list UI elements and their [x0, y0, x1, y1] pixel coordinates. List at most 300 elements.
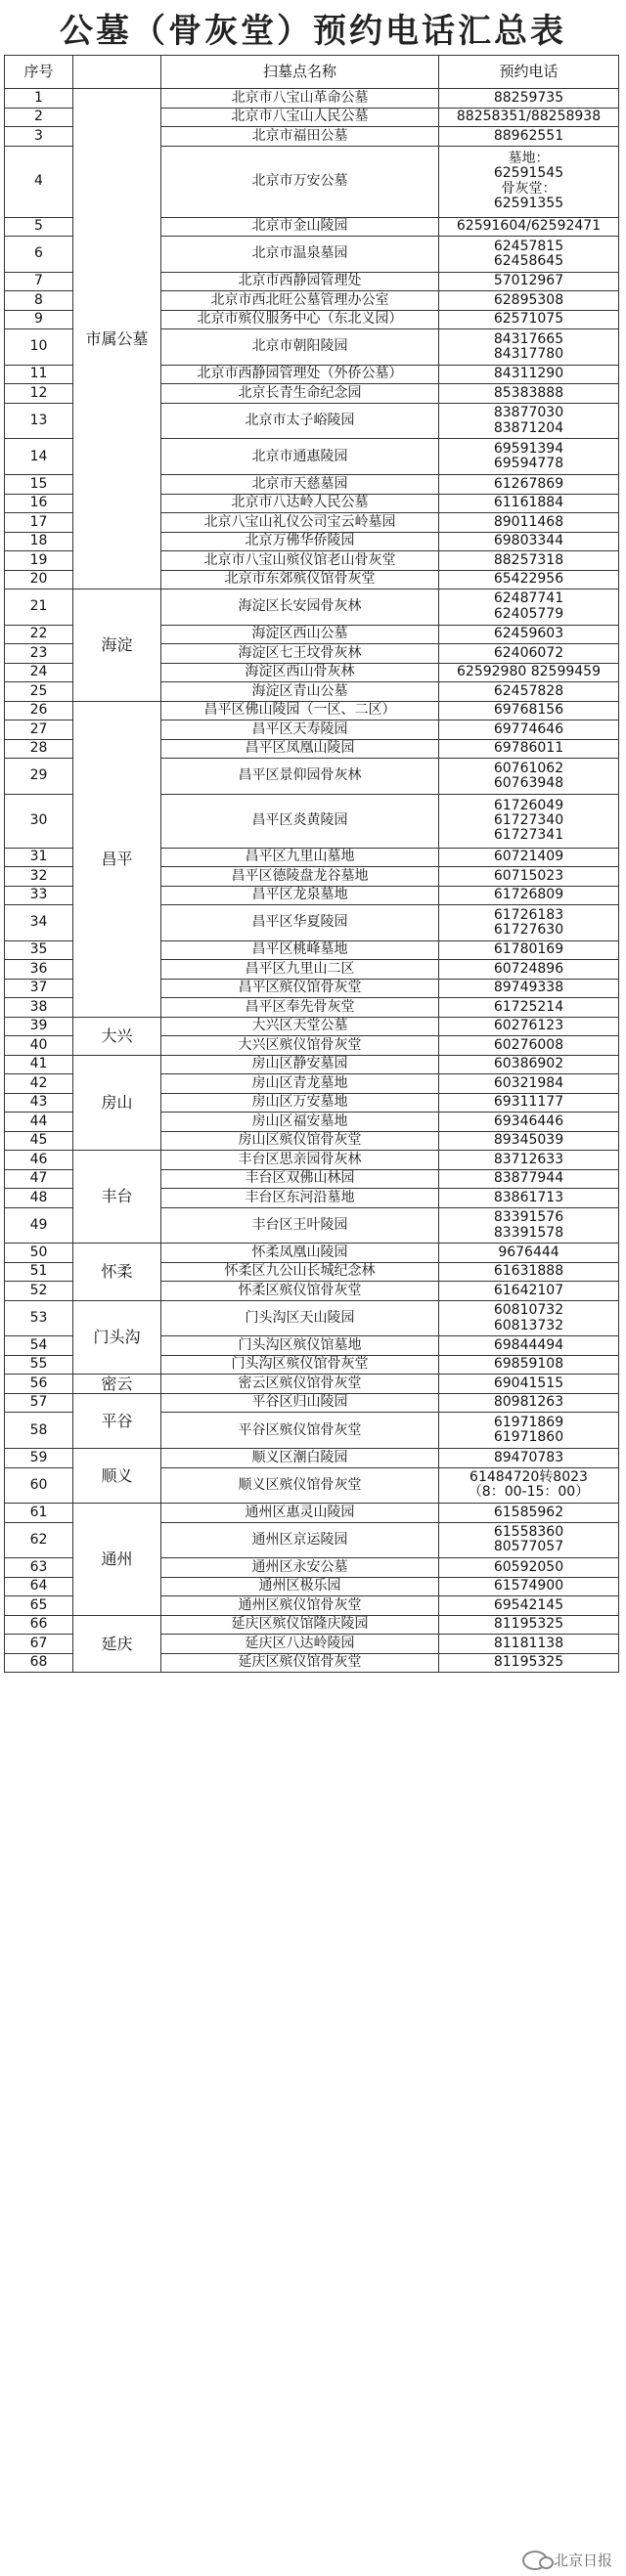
cemetery-name: 北京市东郊殡仪馆骨灰堂 [161, 570, 439, 589]
phone-number: 62591355 [493, 195, 564, 211]
phone-cell [439, 237, 619, 273]
row-number: 1 [5, 89, 73, 109]
cemetery-name: 昌平区桃峰墓地 [161, 940, 439, 960]
phone-number: 60592050 [493, 1558, 564, 1575]
phone-number: 墓地： [508, 150, 550, 166]
cemetery-name: 北京市万安公墓 [161, 146, 439, 217]
cemetery-name: 房山区殡仪馆骨灰堂 [161, 1131, 439, 1151]
cemetery-name: 昌平区奉先骨灰堂 [161, 998, 439, 1018]
phone-number: 60761062 [493, 760, 564, 776]
district-label: 延庆 [73, 1615, 161, 1673]
cemetery-name: 海淀区青山公墓 [161, 682, 439, 702]
cemetery-name: 昌平区炎黄陵园 [161, 794, 439, 848]
cemetery-name: 北京市八宝山人民公墓 [161, 108, 439, 127]
cemetery-name: 北京市福田公墓 [161, 127, 439, 147]
phone-number: 88962551 [493, 127, 564, 144]
cemetery-name: 北京市朝阳陵园 [161, 329, 439, 366]
row-number: 18 [5, 532, 73, 551]
phone-number: 骨灰堂： [501, 180, 557, 196]
phone-cell [439, 365, 619, 384]
phone-cell [439, 720, 619, 740]
phone-number: 60721409 [493, 849, 564, 865]
cemetery-name: 北京市太子峪陵园 [161, 403, 439, 439]
row-number: 51 [5, 1262, 73, 1282]
district-label: 怀柔 [73, 1244, 161, 1301]
row-number: 21 [5, 589, 73, 626]
phone-cell [439, 217, 619, 237]
phone-cell [439, 1093, 619, 1113]
phone-number: 61971860 [493, 1429, 564, 1446]
district-label: 平谷 [73, 1393, 161, 1448]
district-label: 门头沟 [73, 1300, 161, 1375]
cemetery-name: 房山区青龙墓地 [161, 1074, 439, 1094]
row-number: 63 [5, 1558, 73, 1578]
row-number: 27 [5, 720, 73, 740]
phone-number: 69768156 [493, 702, 564, 719]
cemetery-name: 房山区万安墓地 [161, 1093, 439, 1113]
phone-cell [439, 1558, 619, 1578]
cemetery-name: 延庆区殡仪馆骨灰堂 [161, 1653, 439, 1673]
phone-cell [439, 1074, 619, 1094]
phone-cell [439, 1355, 619, 1375]
row-number: 41 [5, 1055, 73, 1074]
phone-number: 57012967 [493, 273, 564, 289]
district-label: 通州 [73, 1504, 161, 1616]
phone-number: 69542145 [493, 1596, 564, 1613]
phone-number: 9676444 [498, 1244, 559, 1260]
cemetery-name: 丰台区思亲园骨灰林 [161, 1151, 439, 1170]
cemetery-name: 北京市八宝山殡仪馆老山骨灰堂 [161, 551, 439, 571]
phone-number: 81181138 [493, 1635, 564, 1651]
phone-cell [439, 1393, 619, 1413]
header-district [73, 56, 161, 89]
phone-number: 62457828 [493, 682, 564, 699]
phone-cell [439, 1131, 619, 1151]
phone-cell [439, 1522, 619, 1558]
phone-number: 61726049 [493, 797, 564, 813]
phone-cell [439, 979, 619, 998]
phone-number: 61727630 [493, 921, 564, 938]
row-number: 30 [5, 794, 73, 848]
phone-cell [439, 998, 619, 1018]
phone-number: 69041515 [493, 1375, 564, 1391]
phone-number: 61971869 [493, 1414, 564, 1430]
phone-cell [439, 89, 619, 109]
phone-number: 84317780 [493, 346, 564, 363]
cemetery-name: 海淀区西山骨灰林 [161, 663, 439, 682]
table-header-row [5, 56, 619, 89]
phone-cell [439, 1653, 619, 1673]
row-number: 34 [5, 905, 73, 941]
phone-number: 80981263 [493, 1394, 564, 1411]
phone-cell [439, 532, 619, 551]
header-name: 扫墓点名称 [161, 56, 439, 89]
table-row [5, 589, 619, 626]
phone-cell [439, 310, 619, 329]
row-number: 67 [5, 1635, 73, 1654]
table-row [5, 1244, 619, 1263]
phone-cell [439, 701, 619, 720]
cemetery-name: 房山区福安墓地 [161, 1113, 439, 1132]
district-label: 市属公墓 [73, 89, 161, 589]
phone-number: 69774646 [493, 720, 564, 737]
cemetery-name: 昌平区佛山陵园（一区、二区） [161, 701, 439, 720]
row-number: 13 [5, 403, 73, 439]
row-number: 55 [5, 1355, 73, 1375]
table-row [5, 1393, 619, 1413]
phone-cell [439, 1207, 619, 1244]
cemetery-name: 昌平区景仰园骨灰林 [161, 759, 439, 795]
table-row [5, 1300, 619, 1336]
table-body [5, 89, 619, 1673]
row-number: 6 [5, 237, 73, 273]
phone-cell [439, 1017, 619, 1036]
phone-cell [439, 1151, 619, 1170]
row-number: 5 [5, 217, 73, 237]
header-phone: 预约电话 [439, 56, 619, 89]
row-number: 53 [5, 1300, 73, 1336]
phone-number: 88259735 [493, 89, 564, 106]
row-number: 36 [5, 960, 73, 980]
row-number: 29 [5, 759, 73, 795]
phone-number: 69786011 [493, 740, 564, 757]
phone-number: （8：00-15：00） [468, 1484, 590, 1501]
cemetery-name: 怀柔区殡仪馆骨灰堂 [161, 1282, 439, 1301]
phone-number: 60386902 [493, 1056, 564, 1072]
cemetery-name: 延庆区八达岭陵园 [161, 1635, 439, 1654]
phone-cell [439, 739, 619, 759]
phone-cell [439, 759, 619, 795]
phone-cell [439, 1467, 619, 1504]
phone-cell [439, 1596, 619, 1616]
phone-number: 61585962 [493, 1504, 564, 1520]
watermark [522, 2550, 612, 2570]
phone-number: 60813732 [493, 1317, 564, 1333]
phone-cell [439, 1615, 619, 1635]
row-number: 42 [5, 1074, 73, 1094]
phone-cell [439, 794, 619, 848]
phone-number: 89011468 [493, 513, 564, 530]
row-number: 65 [5, 1596, 73, 1616]
phone-cell [439, 848, 619, 867]
cemetery-name: 顺义区殡仪馆骨灰堂 [161, 1467, 439, 1504]
phone-number: 83861713 [493, 1189, 564, 1205]
table-row [5, 1449, 619, 1468]
phone-cell [439, 940, 619, 960]
row-number: 52 [5, 1282, 73, 1301]
row-number: 28 [5, 739, 73, 759]
row-number: 15 [5, 475, 73, 495]
row-number: 11 [5, 365, 73, 384]
row-number: 66 [5, 1615, 73, 1635]
phone-number: 69311177 [493, 1094, 564, 1111]
phone-cell [439, 329, 619, 366]
phone-number: 61642107 [493, 1282, 564, 1298]
phone-cell [439, 1300, 619, 1336]
phone-number: 61726809 [493, 887, 564, 903]
row-number: 3 [5, 127, 73, 147]
row-number: 50 [5, 1244, 73, 1263]
phone-cell [439, 1413, 619, 1449]
district-label: 昌平 [73, 701, 161, 1017]
row-number: 47 [5, 1169, 73, 1189]
table-row [5, 1151, 619, 1170]
phone-cell [439, 1189, 619, 1208]
cemetery-name: 昌平区德陵盘龙谷墓地 [161, 867, 439, 887]
district-label: 大兴 [73, 1017, 161, 1055]
cemetery-name: 昌平区龙泉墓地 [161, 886, 439, 905]
row-number: 22 [5, 625, 73, 644]
phone-number: 61267869 [493, 475, 564, 492]
row-number: 64 [5, 1577, 73, 1596]
phone-number: 61780169 [493, 941, 564, 958]
phone-cell [439, 494, 619, 513]
row-number: 62 [5, 1522, 73, 1558]
cemetery-name: 北京市西北旺公墓管理办公室 [161, 291, 439, 311]
phone-number: 84317665 [493, 330, 564, 347]
phone-number: 62405779 [493, 605, 564, 622]
row-number: 25 [5, 682, 73, 702]
phone-cell [439, 551, 619, 571]
cemetery-name: 北京市西静园管理处 [161, 272, 439, 291]
cemetery-name: 通州区永安公墓 [161, 1558, 439, 1578]
row-number: 49 [5, 1207, 73, 1244]
phone-number: 62406072 [493, 644, 564, 661]
phone-cell [439, 403, 619, 439]
row-number: 26 [5, 701, 73, 720]
row-number: 14 [5, 439, 73, 475]
row-number: 4 [5, 146, 73, 217]
row-number: 45 [5, 1131, 73, 1151]
cemetery-name: 北京市殡仪服务中心（东北义园） [161, 310, 439, 329]
phone-number: 60276123 [493, 1018, 564, 1034]
phone-cell [439, 1036, 619, 1056]
cemetery-name: 昌平区殡仪馆骨灰堂 [161, 979, 439, 998]
phone-cell [439, 867, 619, 887]
cemetery-name: 北京市天慈墓园 [161, 475, 439, 495]
row-number: 46 [5, 1151, 73, 1170]
cemetery-name: 海淀区七王坟骨灰林 [161, 644, 439, 664]
phone-cell [439, 1169, 619, 1189]
row-number: 61 [5, 1504, 73, 1523]
phone-number: 61574900 [493, 1578, 564, 1594]
row-number: 23 [5, 644, 73, 664]
phone-cell [439, 1577, 619, 1596]
district-label: 密云 [73, 1375, 161, 1394]
phone-number: 61727341 [493, 827, 564, 844]
phone-number: 83391578 [493, 1224, 564, 1241]
cemetery-name: 北京万佛华侨陵园 [161, 532, 439, 551]
phone-number: 61558360 [493, 1524, 564, 1541]
row-number: 2 [5, 108, 73, 127]
cemetery-name: 丰台区王叶陵园 [161, 1207, 439, 1244]
phone-cell [439, 589, 619, 626]
row-number: 38 [5, 998, 73, 1018]
cemetery-name: 昌平区九里山墓地 [161, 848, 439, 867]
cemetery-name: 北京市西静园管理处（外侨公墓） [161, 365, 439, 384]
row-number: 57 [5, 1393, 73, 1413]
phone-cell [439, 625, 619, 644]
cemetery-name: 海淀区西山公墓 [161, 625, 439, 644]
phone-number: 88257318 [493, 551, 564, 568]
phone-number: 69859108 [493, 1356, 564, 1373]
row-number: 12 [5, 384, 73, 404]
cemetery-name: 通州区惠灵山陵园 [161, 1504, 439, 1523]
row-number: 68 [5, 1653, 73, 1673]
phone-cell [439, 886, 619, 905]
cemetery-name: 密云区殡仪馆骨灰堂 [161, 1375, 439, 1394]
phone-number: 62487741 [493, 590, 564, 607]
header-no: 序号 [5, 56, 73, 89]
row-number: 8 [5, 291, 73, 311]
row-number: 40 [5, 1036, 73, 1056]
phone-number: 62591604/62592471 [456, 218, 602, 235]
phone-cell [439, 1449, 619, 1468]
table-row [5, 1375, 619, 1394]
phone-cell [439, 960, 619, 980]
cemetery-name: 北京长青生命纪念园 [161, 384, 439, 404]
wechat-icon [522, 2551, 548, 2570]
phone-number: 81195325 [493, 1616, 564, 1633]
phone-cell [439, 663, 619, 682]
phone-number: 83391576 [493, 1209, 564, 1226]
phone-number: 62458645 [493, 252, 564, 269]
watermark-label: 北京日报 [553, 2552, 612, 2569]
phone-number: 62571075 [493, 311, 564, 327]
cemetery-name: 门头沟区殡仪馆墓地 [161, 1336, 439, 1356]
cemetery-name: 通州区极乐园 [161, 1577, 439, 1596]
table-row [5, 1615, 619, 1635]
phone-cell [439, 439, 619, 475]
table-row [5, 1055, 619, 1074]
cemetery-name: 昌平区凤凰山陵园 [161, 739, 439, 759]
cemetery-name: 怀柔区九公山长城纪念林 [161, 1262, 439, 1282]
cemetery-name: 大兴区殡仪馆骨灰堂 [161, 1036, 439, 1056]
cemetery-name: 北京市温泉墓园 [161, 237, 439, 273]
phone-number: 83877944 [493, 1170, 564, 1187]
phone-number: 60321984 [493, 1074, 564, 1091]
phone-number: 60715023 [493, 867, 564, 884]
row-number: 20 [5, 570, 73, 589]
phone-number: 80577057 [493, 1539, 564, 1555]
district-label: 顺义 [73, 1449, 161, 1504]
phone-cell [439, 475, 619, 495]
row-number: 24 [5, 663, 73, 682]
phone-number: 61726183 [493, 906, 564, 923]
phone-number: 62592980 82599459 [457, 664, 601, 680]
row-number: 17 [5, 513, 73, 533]
phone-cell [439, 644, 619, 664]
cemetery-name: 怀柔凤凰山陵园 [161, 1244, 439, 1263]
row-number: 37 [5, 979, 73, 998]
cemetery-name: 昌平区华夏陵园 [161, 905, 439, 941]
cemetery-name: 大兴区天堂公墓 [161, 1017, 439, 1036]
phone-cell [439, 1282, 619, 1301]
table-row [5, 701, 619, 720]
phone-number: 69594778 [493, 456, 564, 472]
cemetery-name: 平谷区归山陵园 [161, 1393, 439, 1413]
phone-number: 61725214 [493, 998, 564, 1015]
cemetery-name: 延庆区殡仪馆隆庆陵园 [161, 1615, 439, 1635]
phone-number: 62457815 [493, 238, 564, 254]
phone-number: 62459603 [493, 626, 564, 642]
phone-number: 85383888 [493, 384, 564, 401]
phone-number: 60763948 [493, 774, 564, 791]
row-number: 43 [5, 1093, 73, 1113]
cemetery-name: 北京市金山陵园 [161, 217, 439, 237]
phone-cell [439, 272, 619, 291]
phone-number: 83877030 [493, 405, 564, 421]
phone-cell [439, 1244, 619, 1263]
phone-cell [439, 127, 619, 147]
district-label: 丰台 [73, 1151, 161, 1244]
phone-number: 83712633 [493, 1151, 564, 1167]
phone-cell [439, 1336, 619, 1356]
cemetery-name: 平谷区殡仪馆骨灰堂 [161, 1413, 439, 1449]
row-number: 19 [5, 551, 73, 571]
phone-number: 61484720转8023 [470, 1468, 588, 1485]
phone-number: 61631888 [493, 1263, 564, 1280]
phone-cell [439, 682, 619, 702]
phone-cell [439, 1504, 619, 1523]
row-number: 39 [5, 1017, 73, 1036]
cemetery-name: 昌平区天寿陵园 [161, 720, 439, 740]
phone-number: 88258351/88258938 [456, 109, 602, 125]
row-number: 16 [5, 494, 73, 513]
row-number: 54 [5, 1336, 73, 1356]
row-number: 31 [5, 848, 73, 867]
cemetery-name: 北京市八达岭人民公墓 [161, 494, 439, 513]
cemetery-name: 顺义区潮白陵园 [161, 1449, 439, 1468]
phone-number: 69346446 [493, 1113, 564, 1129]
phone-cell [439, 570, 619, 589]
phone-number: 69591394 [493, 440, 564, 457]
row-number: 33 [5, 886, 73, 905]
row-number: 56 [5, 1375, 73, 1394]
phone-cell [439, 384, 619, 404]
cemetery-name: 通州区殡仪馆骨灰堂 [161, 1596, 439, 1616]
table-row [5, 89, 619, 109]
phone-number: 69844494 [493, 1336, 564, 1353]
phone-cell [439, 1055, 619, 1074]
row-number: 48 [5, 1189, 73, 1208]
phone-number: 61161884 [493, 495, 564, 511]
page-title: 公墓（骨灰堂）预约电话汇总表 [60, 11, 566, 51]
phone-cell [439, 146, 619, 217]
cemetery-name: 通州区京运陵园 [161, 1522, 439, 1558]
phone-number: 81195325 [493, 1654, 564, 1671]
phone-number: 62591545 [493, 165, 564, 182]
phone-number: 61727340 [493, 812, 564, 828]
row-number: 58 [5, 1413, 73, 1449]
cemetery-name: 海淀区长安园骨灰林 [161, 589, 439, 626]
phone-number: 60724896 [493, 960, 564, 977]
cemetery-name: 丰台区双佛山林园 [161, 1169, 439, 1189]
cemetery-name: 昌平区九里山二区 [161, 960, 439, 980]
phone-number: 62895308 [493, 291, 564, 308]
row-number: 44 [5, 1113, 73, 1132]
district-label: 海淀 [73, 589, 161, 702]
district-label: 房山 [73, 1055, 161, 1151]
row-number: 59 [5, 1449, 73, 1468]
phone-cell [439, 1262, 619, 1282]
phone-number: 60810732 [493, 1302, 564, 1319]
appointment-phone-table [4, 55, 619, 1673]
phone-cell [439, 108, 619, 127]
phone-cell [439, 1375, 619, 1394]
phone-number: 60276008 [493, 1036, 564, 1053]
phone-number: 84311290 [493, 366, 564, 382]
